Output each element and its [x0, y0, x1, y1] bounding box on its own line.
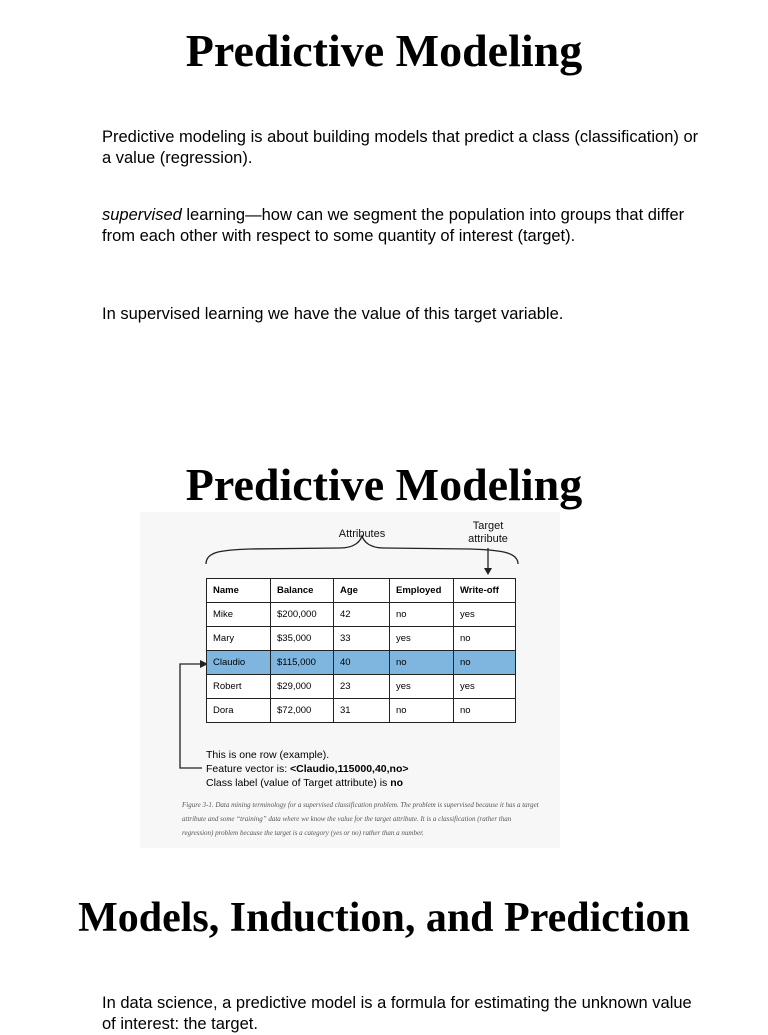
cell-balance: $115,000	[271, 651, 334, 675]
cell-employed: no	[390, 603, 454, 627]
cell-employed: yes	[390, 675, 454, 699]
attributes-label: Attributes	[338, 528, 386, 540]
row-pointer-line	[180, 664, 206, 768]
cell-balance: $200,000	[271, 603, 334, 627]
terminology-figure	[140, 512, 560, 848]
cell-name: Mike	[207, 603, 271, 627]
table-row	[207, 627, 516, 651]
cell-age: 23	[334, 675, 390, 699]
cell-age: 40	[334, 651, 390, 675]
slide3-title: Models, Induction, and Prediction	[78, 895, 690, 941]
cell-write-off: no	[454, 651, 516, 675]
header-name: Name	[207, 579, 271, 603]
slide1-title: Predictive Modeling	[185, 25, 583, 76]
target-label-line2: attribute	[468, 533, 508, 545]
header-age: Age	[334, 579, 390, 603]
slide1-paragraph-2	[102, 205, 702, 247]
cell-name: Robert	[207, 675, 271, 699]
table-row-highlighted	[207, 651, 516, 675]
cell-age: 31	[334, 699, 390, 723]
cell-write-off: yes	[454, 675, 516, 699]
table-row	[207, 675, 516, 699]
cell-write-off: no	[454, 627, 516, 651]
slide1-paragraph-1: Predictive modeling is about building models that predict a class (classification) or a value (regression).	[102, 128, 699, 167]
cell-name: Mary	[207, 627, 271, 651]
cell-balance: $35,000	[271, 627, 334, 651]
class-label-value: no	[390, 777, 404, 789]
example-data-table	[206, 578, 516, 723]
note-line-1: This is one row (example).	[206, 749, 330, 761]
slide3-paragraph-1: In data science, a predictive model is a formula for estimating the unknown value of interest: the target.	[102, 994, 692, 1033]
header-write-off: Write-off	[454, 579, 516, 603]
feature-vector-value: <Claudio,115000,40,no>	[290, 763, 409, 775]
cell-employed: yes	[390, 627, 454, 651]
cell-write-off: yes	[454, 603, 516, 627]
header-employed: Employed	[390, 579, 454, 603]
table-row	[207, 603, 516, 627]
cell-age: 33	[334, 627, 390, 651]
cell-age: 42	[334, 603, 390, 627]
note-line-3	[206, 776, 403, 790]
paragraph-2-text: learning—how can we segment the population into groups that differ from each other with respect to some quantity of interest (target).	[102, 206, 685, 245]
note-line-3-prefix: Class label (value of Target attribute) is	[206, 777, 391, 789]
cell-write-off: no	[454, 699, 516, 723]
target-label-line1: Target	[472, 520, 504, 532]
cell-employed: no	[390, 699, 454, 723]
cell-name: Dora	[207, 699, 271, 723]
target-arrow-head	[484, 568, 492, 575]
cell-name: Claudio	[207, 651, 271, 675]
note-line-2	[206, 762, 409, 776]
note-line-2-prefix: Feature vector is:	[206, 763, 291, 775]
slide2-title: Predictive Modeling	[185, 459, 583, 510]
cell-balance: $29,000	[271, 675, 334, 699]
table-row	[207, 699, 516, 723]
cell-employed: no	[390, 651, 454, 675]
header-balance: Balance	[271, 579, 334, 603]
supervised-emphasis: supervised	[102, 206, 182, 224]
slide1-paragraph-3: In supervised learning we have the value of this target variable.	[102, 305, 564, 323]
table-header-row	[207, 579, 516, 603]
cell-balance: $72,000	[271, 699, 334, 723]
figure-caption: Figure 3-1. Data mining terminology for a supervised classification problem. The problem is supervised because it has a target attribute and some “training” data where we know the value for the target attribute. It is a classification (rather than regression) problem because the target is a category (yes or no) rather than a number.	[182, 801, 539, 837]
